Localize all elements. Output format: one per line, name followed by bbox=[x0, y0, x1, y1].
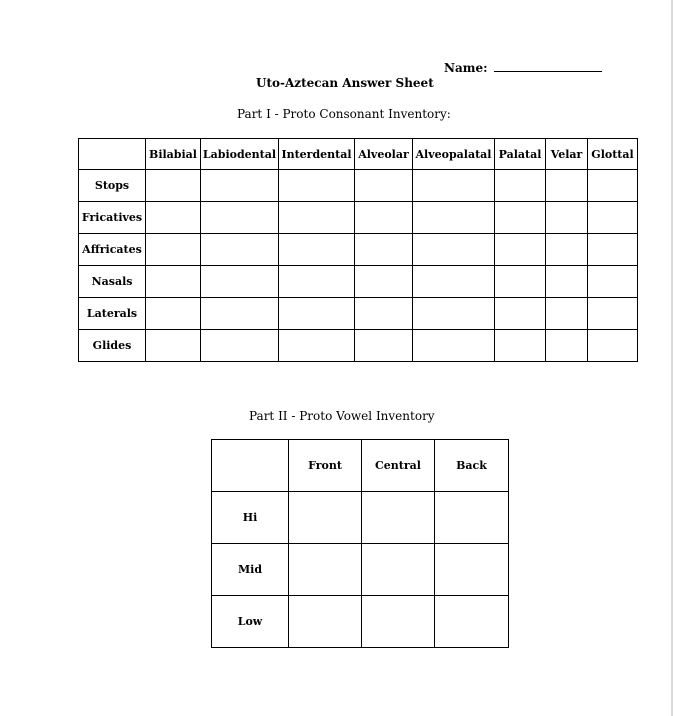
consonant-header-row bbox=[79, 139, 638, 170]
answer-cell[interactable] bbox=[546, 330, 588, 362]
answer-cell[interactable] bbox=[146, 298, 201, 330]
corner-cell bbox=[212, 440, 289, 492]
col-header: Central bbox=[362, 440, 435, 492]
col-header: Velar bbox=[546, 139, 588, 170]
name-blank[interactable] bbox=[494, 61, 602, 72]
answer-cell[interactable] bbox=[355, 234, 413, 266]
answer-cell[interactable] bbox=[495, 266, 546, 298]
answer-cell[interactable] bbox=[201, 266, 279, 298]
part1-title: Part I - Proto Consonant Inventory: bbox=[237, 107, 451, 121]
answer-cell[interactable] bbox=[413, 170, 495, 202]
answer-cell[interactable] bbox=[146, 170, 201, 202]
answer-cell[interactable] bbox=[146, 266, 201, 298]
answer-cell[interactable] bbox=[362, 596, 435, 648]
answer-cell[interactable] bbox=[146, 330, 201, 362]
row-header: Mid bbox=[212, 544, 289, 596]
row-header: Nasals bbox=[79, 266, 146, 298]
answer-cell[interactable] bbox=[146, 202, 201, 234]
part2-title: Part II - Proto Vowel Inventory bbox=[249, 409, 435, 423]
answer-cell[interactable] bbox=[546, 298, 588, 330]
table-row bbox=[79, 298, 638, 330]
row-header: Affricates bbox=[79, 234, 146, 266]
answer-cell[interactable] bbox=[146, 234, 201, 266]
answer-cell[interactable] bbox=[435, 492, 509, 544]
answer-cell[interactable] bbox=[435, 596, 509, 648]
vowel-table bbox=[211, 439, 509, 648]
row-header: Laterals bbox=[79, 298, 146, 330]
row-header: Fricatives bbox=[79, 202, 146, 234]
col-header: Alveolar bbox=[355, 139, 413, 170]
answer-cell[interactable] bbox=[546, 234, 588, 266]
row-header: Glides bbox=[79, 330, 146, 362]
table-row bbox=[212, 544, 509, 596]
answer-cell[interactable] bbox=[279, 330, 355, 362]
answer-cell[interactable] bbox=[413, 266, 495, 298]
answer-cell[interactable] bbox=[588, 298, 638, 330]
col-header: Alveopalatal bbox=[413, 139, 495, 170]
answer-cell[interactable] bbox=[355, 170, 413, 202]
table-row bbox=[79, 266, 638, 298]
table-row bbox=[212, 596, 509, 648]
answer-cell[interactable] bbox=[495, 234, 546, 266]
col-header: Bilabial bbox=[146, 139, 201, 170]
table-row bbox=[79, 330, 638, 362]
answer-cell[interactable] bbox=[413, 202, 495, 234]
answer-cell[interactable] bbox=[546, 266, 588, 298]
vowel-header-row bbox=[212, 440, 509, 492]
col-header: Palatal bbox=[495, 139, 546, 170]
answer-cell[interactable] bbox=[289, 544, 362, 596]
answer-cell[interactable] bbox=[279, 298, 355, 330]
col-header: Labiodental bbox=[201, 139, 279, 170]
col-header: Back bbox=[435, 440, 509, 492]
answer-cell[interactable] bbox=[495, 298, 546, 330]
table-row bbox=[79, 202, 638, 234]
answer-cell[interactable] bbox=[355, 266, 413, 298]
answer-cell[interactable] bbox=[201, 202, 279, 234]
answer-cell[interactable] bbox=[413, 330, 495, 362]
answer-cell[interactable] bbox=[588, 330, 638, 362]
answer-cell[interactable] bbox=[546, 170, 588, 202]
corner-cell bbox=[79, 139, 146, 170]
answer-cell[interactable] bbox=[362, 492, 435, 544]
row-header: Low bbox=[212, 596, 289, 648]
answer-cell[interactable] bbox=[355, 298, 413, 330]
answer-cell[interactable] bbox=[279, 202, 355, 234]
answer-cell[interactable] bbox=[289, 492, 362, 544]
answer-cell[interactable] bbox=[279, 170, 355, 202]
col-header: Interdental bbox=[279, 139, 355, 170]
consonant-table bbox=[78, 138, 638, 362]
answer-cell[interactable] bbox=[588, 170, 638, 202]
table-row bbox=[79, 234, 638, 266]
table-row bbox=[212, 492, 509, 544]
answer-cell[interactable] bbox=[201, 234, 279, 266]
sheet-title: Uto-Aztecan Answer Sheet bbox=[256, 76, 434, 90]
answer-cell[interactable] bbox=[413, 298, 495, 330]
answer-cell[interactable] bbox=[201, 298, 279, 330]
answer-cell[interactable] bbox=[495, 170, 546, 202]
answer-cell[interactable] bbox=[279, 234, 355, 266]
answer-cell[interactable] bbox=[546, 202, 588, 234]
name-field bbox=[444, 61, 602, 75]
answer-cell[interactable] bbox=[355, 202, 413, 234]
answer-cell[interactable] bbox=[413, 234, 495, 266]
name-label: Name: bbox=[444, 61, 488, 75]
answer-cell[interactable] bbox=[588, 266, 638, 298]
answer-cell[interactable] bbox=[279, 266, 355, 298]
answer-cell[interactable] bbox=[355, 330, 413, 362]
answer-cell[interactable] bbox=[435, 544, 509, 596]
answer-cell[interactable] bbox=[289, 596, 362, 648]
col-header: Glottal bbox=[588, 139, 638, 170]
col-header: Front bbox=[289, 440, 362, 492]
answer-cell[interactable] bbox=[588, 234, 638, 266]
row-header: Hi bbox=[212, 492, 289, 544]
answer-cell[interactable] bbox=[495, 330, 546, 362]
row-header: Stops bbox=[79, 170, 146, 202]
answer-cell[interactable] bbox=[201, 170, 279, 202]
answer-cell[interactable] bbox=[588, 202, 638, 234]
answer-cell[interactable] bbox=[362, 544, 435, 596]
table-row bbox=[79, 170, 638, 202]
answer-cell[interactable] bbox=[201, 330, 279, 362]
answer-cell[interactable] bbox=[495, 202, 546, 234]
